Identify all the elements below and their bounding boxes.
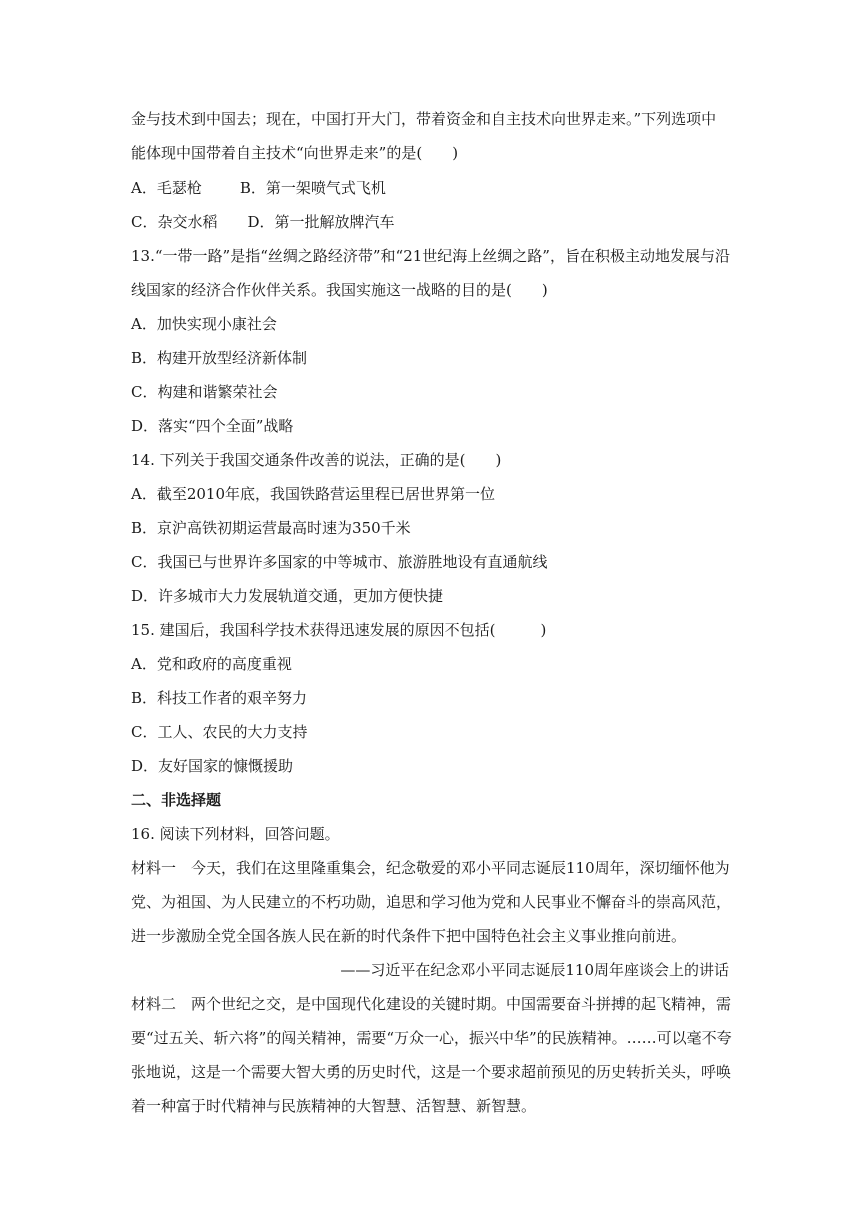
q15-option-a: A．党和政府的高度重视	[131, 655, 292, 673]
q15-option-d: D．友好国家的慷慨援助	[131, 757, 294, 775]
q16-material2-line-3: 张地说，这是一个需要大智大勇的历史时代，这是一个要求超前预见的历史转折关头，呼唤	[131, 1063, 732, 1081]
q12-option-b: B．第一架喷气式飞机	[239, 179, 386, 197]
q12-option-c: C．杂交水稻	[131, 213, 218, 231]
q14-option-a: A．截至2010年底，我国铁路营运里程已居世界第一位	[131, 485, 496, 503]
q16-text-line-1: 16. 阅读下列材料，回答问题。	[131, 825, 340, 843]
q13-option-c: C．构建和谐繁荣社会	[131, 383, 278, 401]
q14-option-b: B．京沪高铁初期运营最高时速为350千米	[131, 519, 411, 537]
q15-option-b: B．科技工作者的艰辛努力	[131, 689, 308, 707]
q13-option-d: D．落实“四个全面”战略	[131, 417, 294, 435]
q12-options-row-2	[131, 212, 395, 232]
q13-option-a: A．加快实现小康社会	[131, 315, 277, 333]
q13-text-line-1: 13.“一带一路”是指“丝绸之路经济带”和“21世纪海上丝绸之路”，旨在积极主动地发展与沿	[131, 247, 730, 265]
q16-material1-source: ——习近平在纪念邓小平同志诞辰110周年座谈会上的讲话	[340, 961, 729, 979]
q16-material2-line-1: 材料二 两个世纪之交，是中国现代化建设的关键时期。中国需要奋斗拼搏的起飞精神，需	[131, 995, 732, 1013]
section-heading-non-choice: 二、非选择题	[131, 791, 222, 809]
q12-text-line-1: 金与技术到中国去；现在，中国打开大门，带着资金和自主技术向世界走来。”下列选项中	[131, 110, 717, 128]
q16-material2-line-2: 要“过五关、斩六将”的闯关精神，需要“万众一心，振兴中华”的民族精神。……可以毫不夸	[131, 1029, 732, 1047]
q14-option-c: C．我国已与世界许多国家的中等城市、旅游胜地设有直通航线	[131, 553, 548, 571]
q16-material2-line-4: 着一种富于时代精神与民族精神的大智慧、活智慧、新智慧。	[131, 1097, 537, 1115]
q13-text-line-2: 线国家的经济合作伙伴关系。我国实施这一战略的目的是( )	[131, 281, 548, 299]
q12-option-a: A．毛瑟枪	[131, 179, 202, 197]
q12-text-line-2: 能体现中国带着自主技术“向世界走来”的是( )	[131, 144, 459, 162]
q12-option-d: D．第一批解放牌汽车	[247, 213, 395, 231]
q12-options-row-1	[131, 178, 386, 198]
q15-text-line-1: 15. 建国后，我国科学技术获得迅速发展的原因不包括( )	[131, 621, 547, 639]
q16-material1-line-1: 材料一 今天，我们在这里隆重集会，纪念敬爱的邓小平同志诞辰110周年，深切缅怀他为	[131, 859, 730, 877]
q16-material1-line-2: 党、为祖国、为人民建立的不朽功勋，追思和学习他为党和人民事业不懈奋斗的崇高风范，	[131, 893, 732, 911]
q13-option-b: B．构建开放型经济新体制	[131, 349, 308, 367]
q14-option-d: D．许多城市大力发展轨道交通，更加方便快捷	[131, 587, 444, 605]
q14-text-line-1: 14. 下列关于我国交通条件改善的说法，正确的是( )	[131, 451, 502, 469]
q16-material1-line-3: 进一步激励全党全国各族人民在新的时代条件下把中国特色社会主义事业推向前进。	[131, 927, 687, 945]
q15-option-c: C．工人、农民的大力支持	[131, 723, 308, 741]
